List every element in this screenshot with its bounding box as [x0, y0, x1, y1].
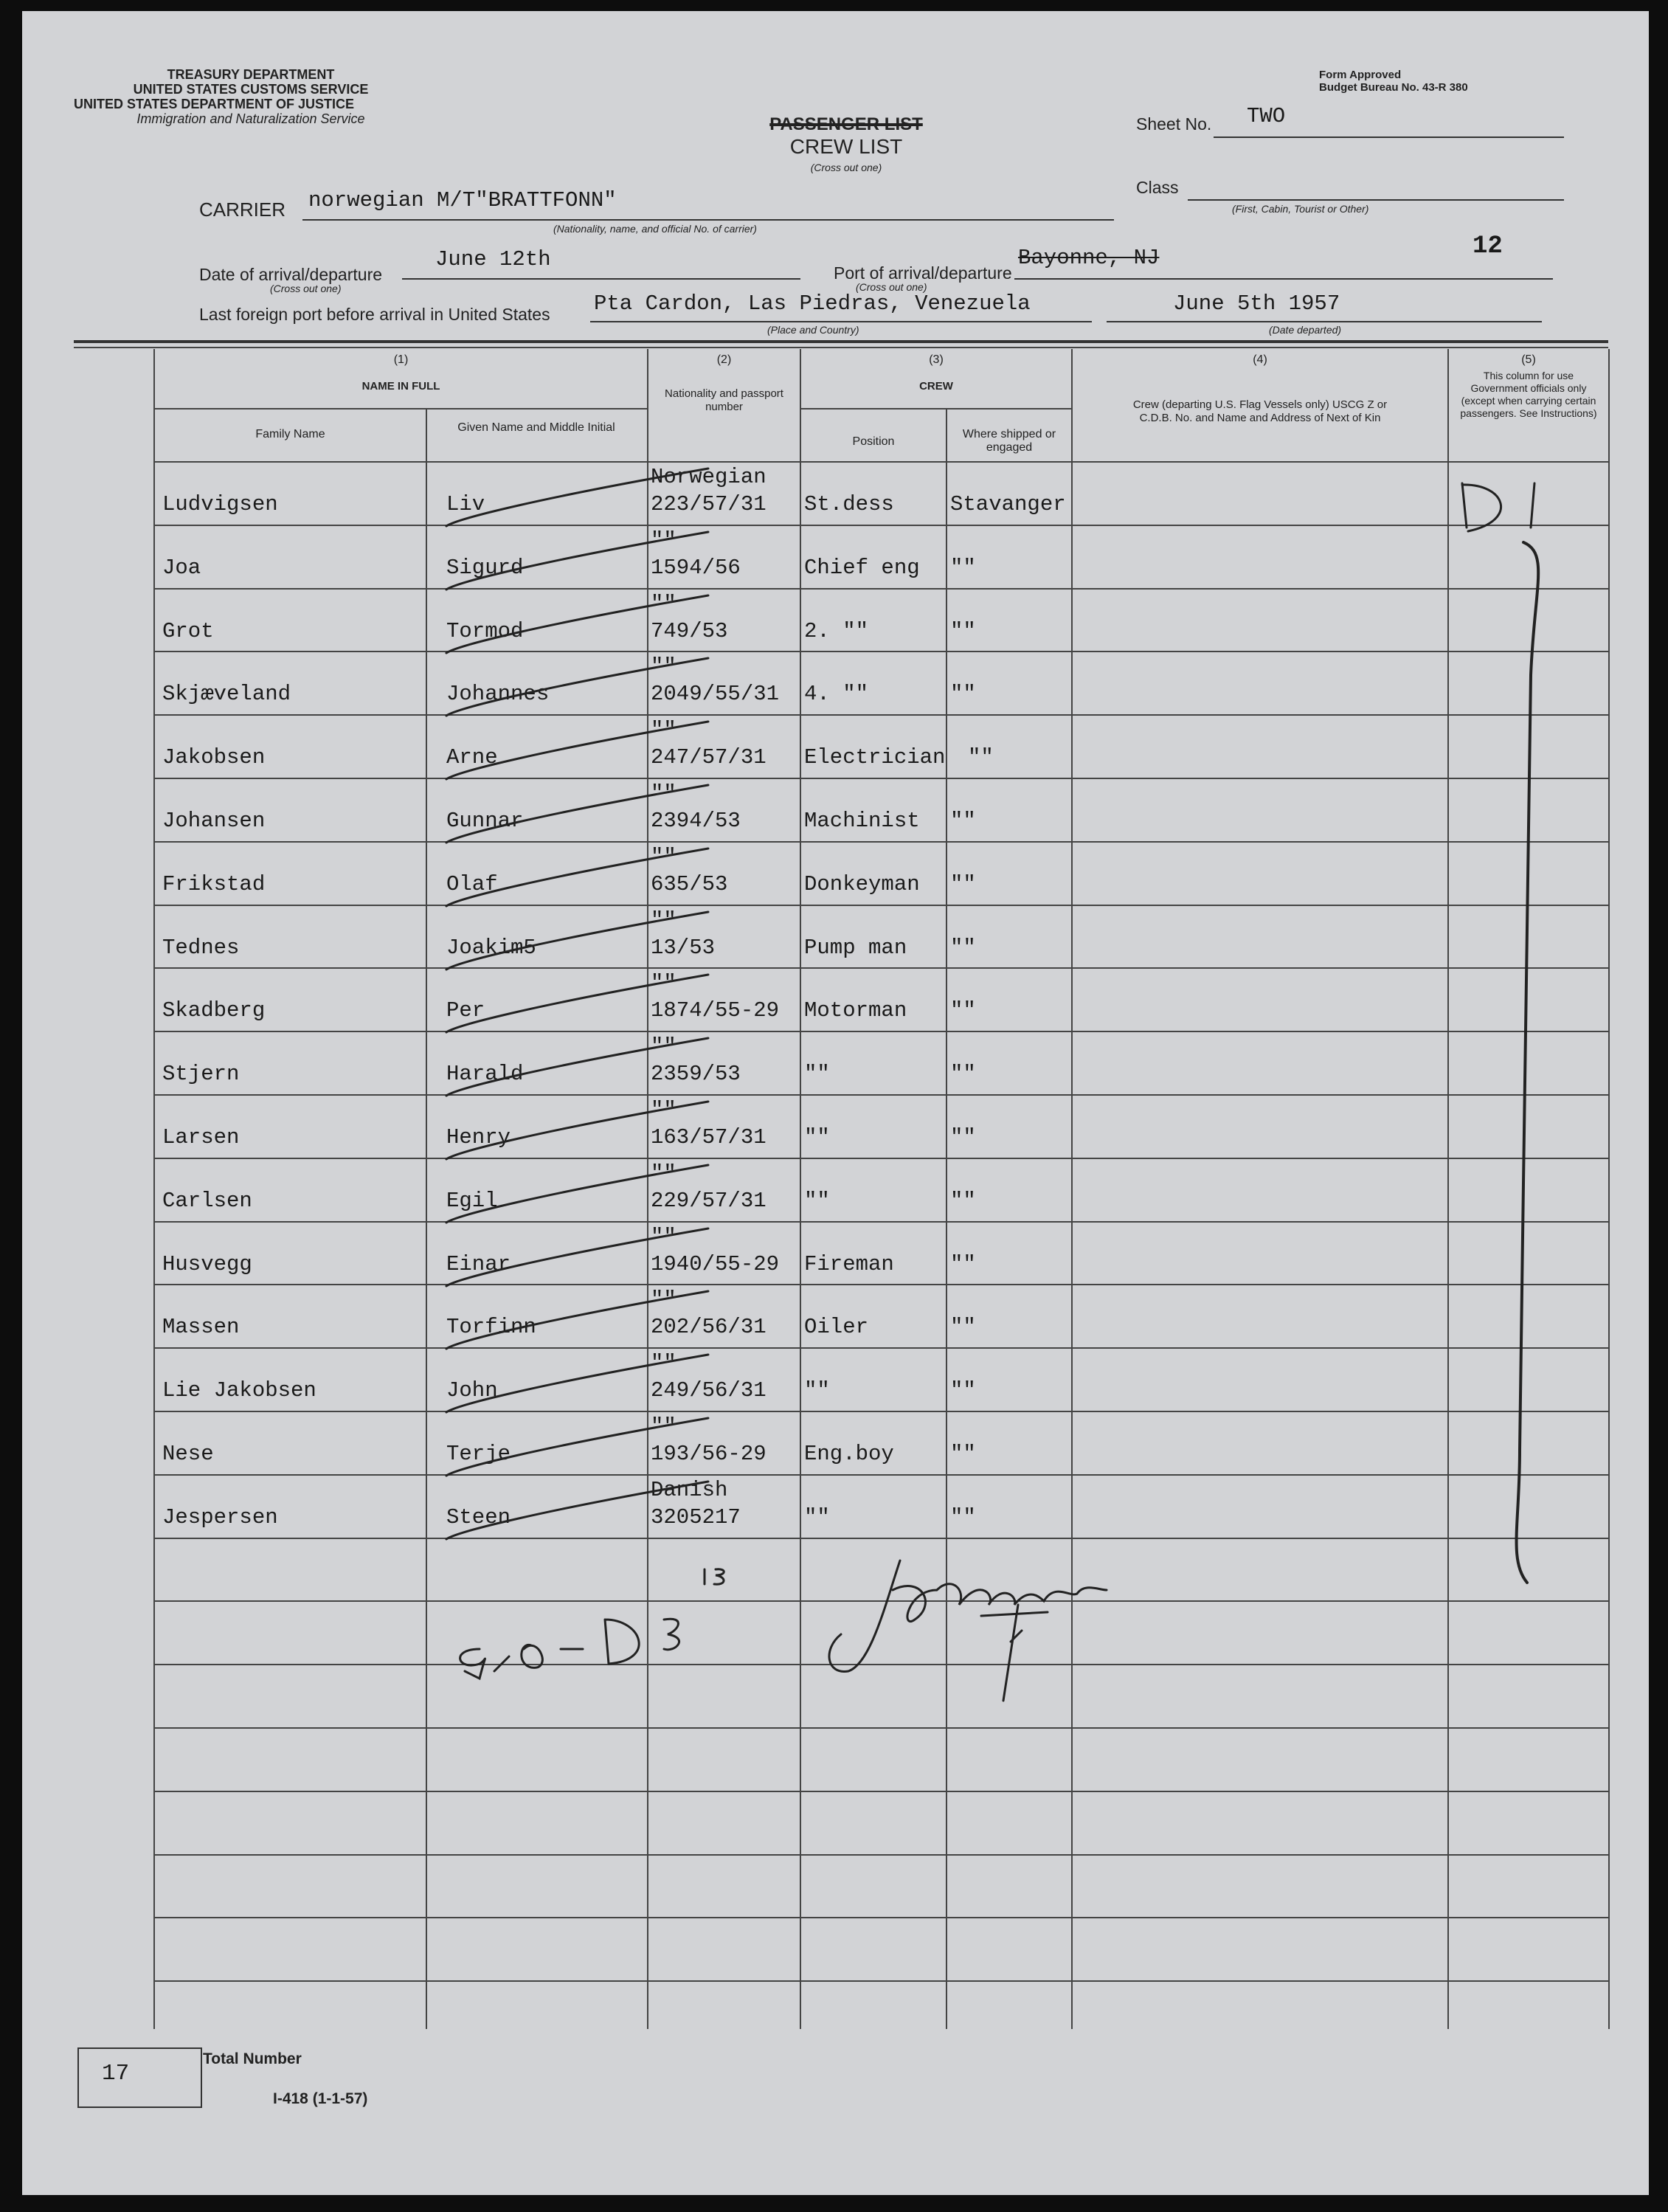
date-label: Date of arrival/departure	[199, 265, 383, 284]
family-name-cell: Frikstad	[162, 872, 266, 896]
passport-number-cell: 1940/55-29	[651, 1252, 780, 1276]
last-port-label: Last foreign port before arrival in United States	[199, 305, 550, 324]
position-cell: ""	[804, 1062, 830, 1086]
col5-number: (5)	[1521, 353, 1536, 366]
passport-number-cell: 2049/55/31	[651, 682, 780, 706]
family-name-cell: Stjern	[162, 1062, 240, 1086]
col5-bracket	[1517, 542, 1539, 1583]
col-shipped-header: Where shipped or engaged	[962, 428, 1056, 454]
col4-number: (4)	[1253, 353, 1267, 366]
nationality-cell: ""	[651, 528, 676, 553]
passport-number-cell: 247/57/31	[651, 745, 766, 770]
crew-list-sheet	[22, 11, 1649, 2195]
given-name-cell: Terje	[446, 1442, 511, 1466]
col1-title: NAME IN FULL	[361, 380, 440, 393]
shipped-cell: ""	[950, 1442, 976, 1466]
passport-number-cell: 2359/53	[651, 1062, 741, 1086]
passport-number-cell: 13/53	[651, 936, 716, 960]
given-name-cell: Henry	[446, 1125, 511, 1150]
position-cell: 4. ""	[804, 682, 869, 706]
shipped-cell: ""	[950, 1252, 976, 1276]
nationality-cell: ""	[651, 1034, 676, 1059]
shipped-cell: ""	[950, 682, 976, 706]
check-tick	[446, 1418, 708, 1476]
passport-number-cell: 202/56/31	[651, 1315, 766, 1339]
nationality-cell: ""	[651, 1351, 676, 1375]
given-name-cell: Per	[446, 998, 485, 1023]
stamp-code-text	[465, 1627, 467, 1628]
shipped-cell: ""	[950, 1378, 976, 1403]
check-tick	[446, 532, 708, 590]
given-name-cell: Tormod	[446, 619, 524, 643]
family-name-cell: Massen	[162, 1315, 240, 1339]
given-name-cell: Johannes	[446, 682, 550, 706]
position-cell: Donkeyman	[804, 872, 920, 896]
shipped-cell: ""	[950, 1189, 976, 1213]
check-tick	[446, 1228, 708, 1286]
col3-number: (3)	[929, 353, 944, 366]
form-title: CREW LIST	[789, 135, 903, 158]
col5-header: This column for use Government officials only (except when carrying certain passengers. See Instructions)	[1460, 370, 1597, 419]
position-cell: ""	[804, 1189, 830, 1213]
check-tick	[446, 912, 708, 970]
given-name-cell: John	[446, 1378, 498, 1403]
passport-number-cell: 749/53	[651, 619, 728, 643]
shipped-cell: ""	[950, 1505, 976, 1530]
position-cell: ""	[804, 1378, 830, 1403]
family-name-cell: Husvegg	[162, 1252, 252, 1276]
nationality-cell: ""	[651, 1098, 676, 1122]
passport-number-cell: 223/57/31	[651, 492, 766, 516]
given-name-cell: Einar	[446, 1252, 511, 1276]
passport-number-cell: 249/56/31	[651, 1378, 766, 1403]
position-cell: ""	[804, 1125, 830, 1150]
nationality-cell: ""	[651, 592, 676, 616]
nationality-cell: ""	[651, 1161, 676, 1186]
date-hint: (Cross out one)	[270, 283, 342, 294]
carrier-label: CARRIER	[199, 198, 286, 221]
position-cell: Oiler	[804, 1315, 869, 1339]
position-cell: St.dess	[804, 492, 894, 516]
given-name-cell: Arne	[446, 745, 498, 770]
nationality-cell: ""	[651, 718, 676, 742]
col5-d1-text	[1462, 483, 1463, 484]
family-name-cell: Jespersen	[162, 1505, 278, 1530]
class-hint: (First, Cabin, Tourist or Other)	[1232, 203, 1369, 215]
shipped-cell: ""	[950, 809, 976, 833]
check-tick	[446, 975, 708, 1032]
family-name-cell: Carlsen	[162, 1189, 252, 1213]
given-name-cell: Torfinn	[446, 1315, 536, 1339]
given-name-cell: Steen	[446, 1505, 511, 1530]
check-tick	[446, 595, 708, 653]
shipped-cell: ""	[950, 556, 976, 580]
position-cell: Machinist	[804, 809, 920, 833]
agency-line-treasury: TREASURY DEPARTMENT	[167, 67, 335, 82]
given-name-cell: Sigurd	[446, 556, 524, 580]
last-port-value: Pta Cardon, Las Piedras, Venezuela	[594, 291, 1031, 316]
nationality-cell: ""	[651, 1288, 676, 1312]
check-tick	[446, 658, 708, 716]
check-tick	[446, 469, 708, 526]
sheet-value: TWO	[1247, 104, 1286, 128]
port-value: Bayonne, NJ	[1018, 246, 1160, 270]
position-cell: Eng.boy	[804, 1442, 894, 1466]
shipped-cell: ""	[950, 936, 976, 960]
count-mark-stroke	[705, 1569, 724, 1584]
agency-line-ins: Immigration and Naturalization Service	[136, 111, 365, 126]
carrier-value: norwegian M/T"BRATTFONN"	[308, 188, 617, 212]
check-tick	[446, 1291, 708, 1349]
port-hint: (Cross out one)	[856, 281, 927, 293]
family-name-cell: Larsen	[162, 1125, 240, 1150]
shipped-cell: Stavanger	[950, 492, 1066, 516]
departed-hint: (Date departed)	[1269, 324, 1342, 336]
col1-number: (1)	[393, 353, 409, 366]
position-cell: Motorman	[804, 998, 907, 1023]
passport-number-cell: 229/57/31	[651, 1189, 766, 1213]
position-cell: Pump man	[804, 936, 907, 960]
nationality-cell: Norwegian	[651, 465, 766, 489]
family-name-cell: Skjæveland	[162, 682, 291, 706]
shipped-cell: ""	[950, 1125, 976, 1150]
nationality-cell: ""	[651, 654, 676, 679]
given-name-cell: Liv	[446, 492, 485, 516]
position-cell: Fireman	[804, 1252, 894, 1276]
col-given-header: Given Name and Middle Initial	[457, 421, 615, 434]
position-cell: 2. ""	[804, 619, 869, 643]
shipped-cell: ""	[968, 745, 994, 770]
family-name-cell: Jakobsen	[162, 745, 266, 770]
form-number: I-418 (1-1-57)	[273, 2090, 368, 2107]
family-name-cell: Lie Jakobsen	[162, 1378, 316, 1403]
col2-number: (2)	[716, 353, 732, 366]
position-cell: Chief eng	[804, 556, 920, 580]
nationality-cell: ""	[651, 1225, 676, 1249]
total-box	[77, 2047, 202, 2108]
passport-number-cell: 2394/53	[651, 809, 741, 833]
col-family-header: Family Name	[255, 428, 325, 440]
col-crew-header: CREW	[919, 380, 953, 393]
nationality-cell: Danish	[651, 1478, 728, 1502]
family-name-cell: Grot	[162, 619, 214, 643]
col4-header: Crew (departing U.S. Flag Vessels only) USCG Z or C.D.B. No. and Name and Address of Next of Kin	[1132, 398, 1388, 424]
total-label: Total Number	[203, 2050, 302, 2067]
shipped-cell: ""	[950, 1062, 976, 1086]
total-value: 17	[102, 2061, 130, 2087]
check-tick	[446, 1038, 708, 1096]
family-name-cell: Nese	[162, 1442, 214, 1466]
form-approved: Form Approved	[1319, 69, 1402, 81]
carrier-hint: (Nationality, name, and official No. of carrier)	[553, 223, 757, 235]
check-tick	[446, 722, 708, 779]
passport-number-cell: 193/56-29	[651, 1442, 766, 1466]
corner-number: 12	[1473, 232, 1503, 260]
shipped-cell: ""	[950, 998, 976, 1023]
given-name-cell: Gunnar	[446, 809, 524, 833]
nationality-cell: ""	[651, 845, 676, 869]
check-tick	[446, 1355, 708, 1412]
struck-title: PASSENGER LIST	[769, 114, 923, 134]
sheet-label: Sheet No.	[1136, 114, 1212, 134]
handwriting-layer	[22, 11, 1649, 2195]
col5-d1-mark	[1462, 483, 1534, 531]
family-name-cell: Johansen	[162, 809, 266, 833]
nationality-cell: ""	[651, 908, 676, 933]
family-name-cell: Ludvigsen	[162, 492, 278, 516]
agency-line-justice: UNITED STATES DEPARTMENT OF JUSTICE	[74, 97, 355, 111]
stamp-code-stroke	[460, 1619, 679, 1679]
passport-number-cell: 3205217	[651, 1505, 741, 1530]
position-cell: Electrician	[804, 745, 946, 770]
shipped-cell: ""	[950, 1315, 976, 1339]
date-value: June 12th	[435, 247, 551, 272]
passport-number-cell: 1594/56	[651, 556, 741, 580]
given-name-cell: Harald	[446, 1062, 524, 1086]
port-label: Port of arrival/departure	[834, 263, 1012, 283]
budget-bureau: Budget Bureau No. 43-R 380	[1319, 81, 1468, 94]
check-tick	[446, 1165, 708, 1223]
departed-value: June 5th 1957	[1173, 291, 1340, 316]
passport-number-cell: 635/53	[651, 872, 728, 896]
family-name-cell: Joa	[162, 556, 201, 580]
nationality-cell: ""	[651, 971, 676, 995]
shipped-cell: ""	[950, 872, 976, 896]
last-port-hint: (Place and Country)	[767, 324, 859, 336]
passport-number-cell: 1874/55-29	[651, 998, 780, 1023]
title-cross-out-hint: (Cross out one)	[810, 162, 882, 173]
agency-line-customs: UNITED STATES CUSTOMS SERVICE	[133, 82, 369, 97]
family-name-cell: Skadberg	[162, 998, 266, 1023]
nationality-cell: ""	[651, 1414, 676, 1439]
check-tick	[446, 785, 708, 843]
given-name-cell: Egil	[446, 1189, 498, 1213]
check-tick	[446, 848, 708, 906]
check-tick	[446, 1102, 708, 1159]
position-cell: ""	[804, 1505, 830, 1530]
col-nationality-header: Nationality and passport number	[665, 387, 783, 413]
shipped-cell: ""	[950, 619, 976, 643]
check-tick	[446, 1482, 708, 1539]
class-label: Class	[1136, 178, 1179, 197]
family-name-cell: Tednes	[162, 936, 240, 960]
col-position-header: Position	[852, 435, 895, 448]
given-name-cell: Joakim5	[446, 936, 536, 960]
given-name-cell: Olaf	[446, 872, 498, 896]
passport-number-cell: 163/57/31	[651, 1125, 766, 1150]
nationality-cell: ""	[651, 781, 676, 806]
check-ticks	[446, 469, 708, 1539]
signature-stroke	[829, 1561, 1107, 1701]
